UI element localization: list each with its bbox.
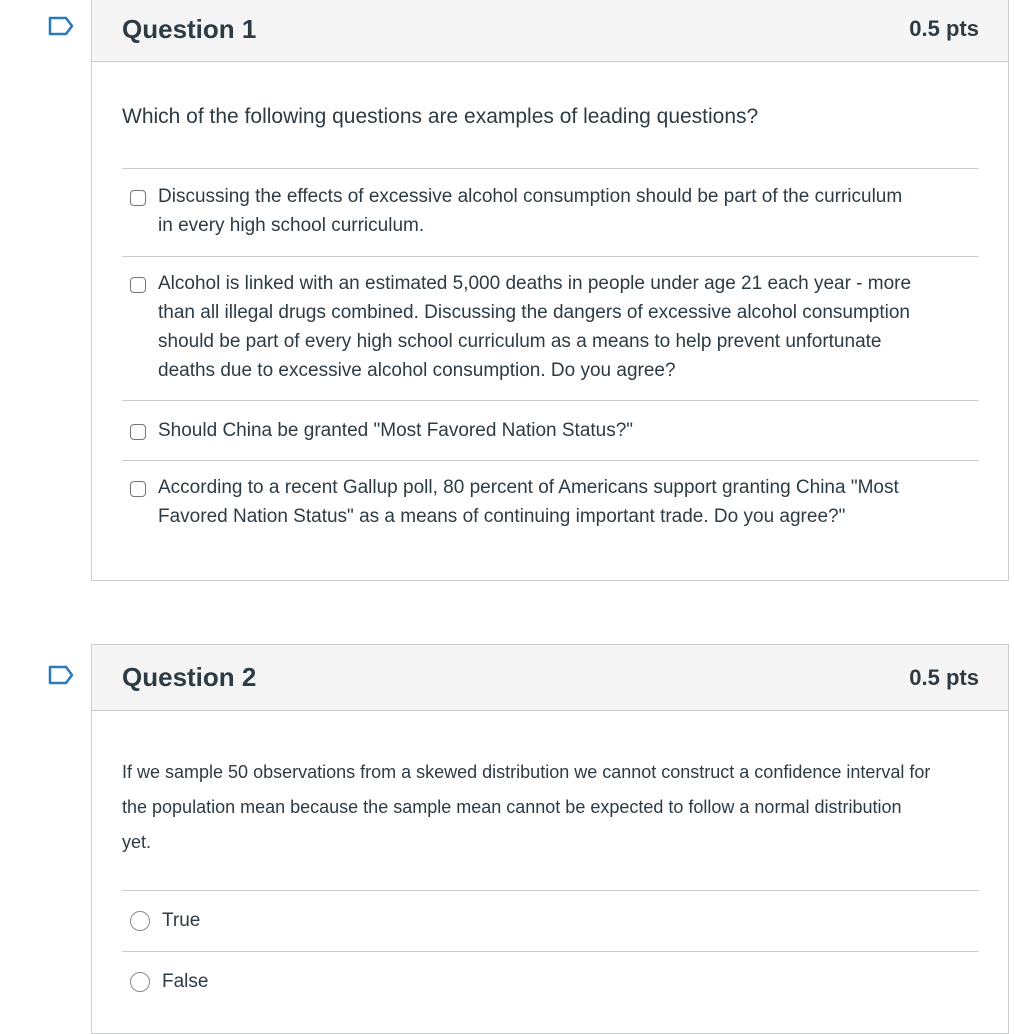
flag-question-icon[interactable] [48, 665, 74, 685]
question-card [91, 0, 1009, 581]
answer-text: Alcohol is linked with an estimated 5,000 deaths in people under age 21 each year - more than all illegal drugs combined. Discussing the dangers of excessive alcohol consumption should be part of every high school curriculum as a means to help prevent unfortunate deaths due to excessive alcohol consumption. Do you agree? [158, 273, 912, 381]
question-header [92, 645, 1008, 711]
checkbox[interactable] [130, 424, 146, 440]
answer-text: Should China be granted "Most Favored Nation Status?" [158, 420, 634, 441]
question-points: 0.5 pts [909, 664, 979, 690]
question-card [91, 644, 1009, 1034]
question-body [92, 711, 1008, 1012]
checkbox[interactable] [130, 190, 146, 206]
answer-option[interactable] [122, 952, 979, 1012]
question-points: 0.5 pts [909, 16, 979, 41]
question-body [92, 62, 1008, 531]
radio-button[interactable] [130, 972, 150, 992]
question-title: Question 2 [122, 662, 257, 692]
answer-text: True [162, 910, 201, 931]
answer-text: Discussing the effects of excessive alcohol consumption should be part of the curriculum in every high school curriculum. [158, 186, 903, 236]
question-title: Question 1 [122, 13, 257, 44]
answer-list [122, 168, 979, 531]
answer-list [122, 890, 979, 1012]
answer-text: According to a recent Gallup poll, 80 percent of Americans support granting China "Most Favored Nation Status" as a means of continuing important trade. Do you agree?" [158, 477, 899, 527]
flag-question-icon[interactable] [48, 16, 74, 36]
answer-option[interactable] [122, 257, 979, 401]
checkbox[interactable] [130, 481, 146, 497]
radio-button[interactable] [130, 911, 150, 931]
answer-option[interactable] [122, 461, 979, 531]
answer-text: False [162, 971, 209, 992]
question-prompt: Which of the following questions are examples of leading questions? [122, 105, 759, 128]
answer-option[interactable] [122, 169, 979, 257]
answer-option[interactable] [122, 891, 979, 952]
question-prompt: If we sample 50 observations from a skewed distribution we cannot construct a confidence interval for the population mean because the sample mean cannot be expected to follow a normal distribution yet. [122, 762, 931, 852]
answer-option[interactable] [122, 401, 979, 461]
question-header [92, 0, 1008, 62]
checkbox[interactable] [130, 277, 146, 293]
